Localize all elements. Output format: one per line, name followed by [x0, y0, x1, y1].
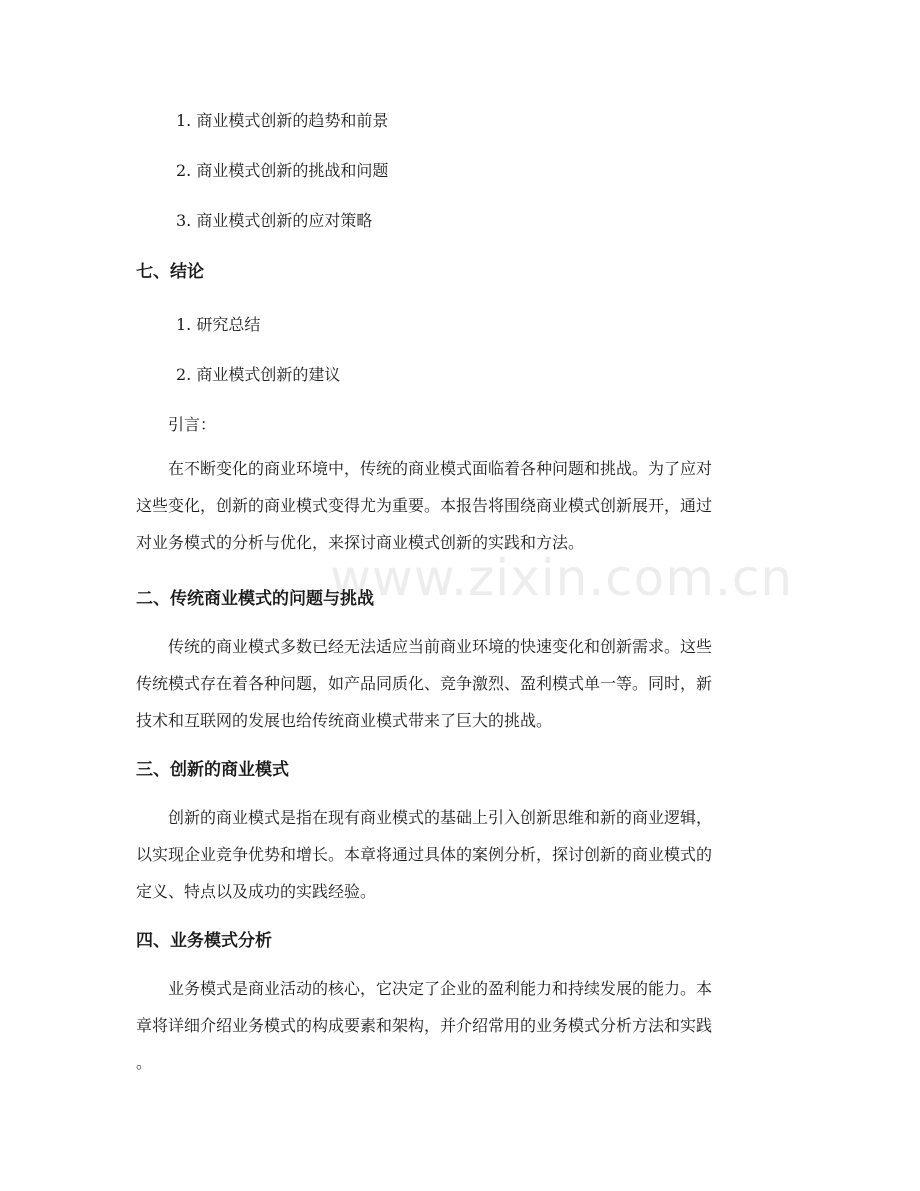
paragraph-line: 以实现企业竞争优势和增长。本章将通过具体的案例分析，探讨创新的商业模式的: [136, 845, 713, 864]
paragraph-line: 在不断变化的商业环境中，传统的商业模式面临着各种问题和挑战。为了应对: [168, 459, 713, 478]
paragraph-line: 传统的商业模式多数已经无法适应当前商业环境的快速变化和创新需求。这些: [168, 637, 713, 656]
list-item: 1. 商业模式创新的趋势和前景: [176, 111, 389, 130]
paragraph-line: 定义、特点以及成功的实践经验。: [136, 882, 377, 901]
paragraph-line: 技术和互联网的发展也给传统商业模式带来了巨大的挑战。: [136, 711, 553, 730]
intro-label: 引言：: [168, 415, 217, 434]
section-paragraph: [136, 970, 786, 1081]
section-heading: 二、传统商业模式的问题与挑战: [136, 589, 374, 609]
list-item: 2. 商业模式创新的建议: [176, 365, 341, 384]
list-item: 1. 研究总结: [176, 315, 261, 334]
watermark: www.zixin.com.cn: [330, 549, 794, 607]
section-paragraph: [136, 628, 786, 739]
section-heading: 三、创新的商业模式: [136, 760, 289, 780]
section-heading: 七、结论: [136, 262, 204, 282]
paragraph-line: 对业务模式的分析与优化，来探讨商业模式创新的实践和方法。: [136, 533, 585, 552]
list-item: 3. 商业模式创新的应对策略: [176, 211, 373, 230]
paragraph-line: 。: [136, 1053, 153, 1072]
paragraph-line: 章将详细介绍业务模式的构成要素和架构，并介绍常用的业务模式分析方法和实践: [136, 1016, 713, 1035]
paragraph-line: 这些变化，创新的商业模式变得尤为重要。本报告将围绕商业模式创新展开，通过: [136, 496, 713, 515]
paragraph-line: 业务模式是商业活动的核心，它决定了企业的盈利能力和持续发展的能力。本: [168, 979, 713, 998]
paragraph-line: 创新的商业模式是指在现有商业模式的基础上引入创新思维和新的商业逻辑，: [168, 808, 713, 827]
list-item: 2. 商业模式创新的挑战和问题: [176, 161, 389, 180]
section-paragraph: [136, 799, 786, 910]
paragraph-line: 传统模式存在着各种问题，如产品同质化、竞争激烈、盈利模式单一等。同时，新: [136, 674, 713, 693]
intro-paragraph: [136, 450, 786, 561]
section-heading: 四、业务模式分析: [136, 931, 272, 951]
